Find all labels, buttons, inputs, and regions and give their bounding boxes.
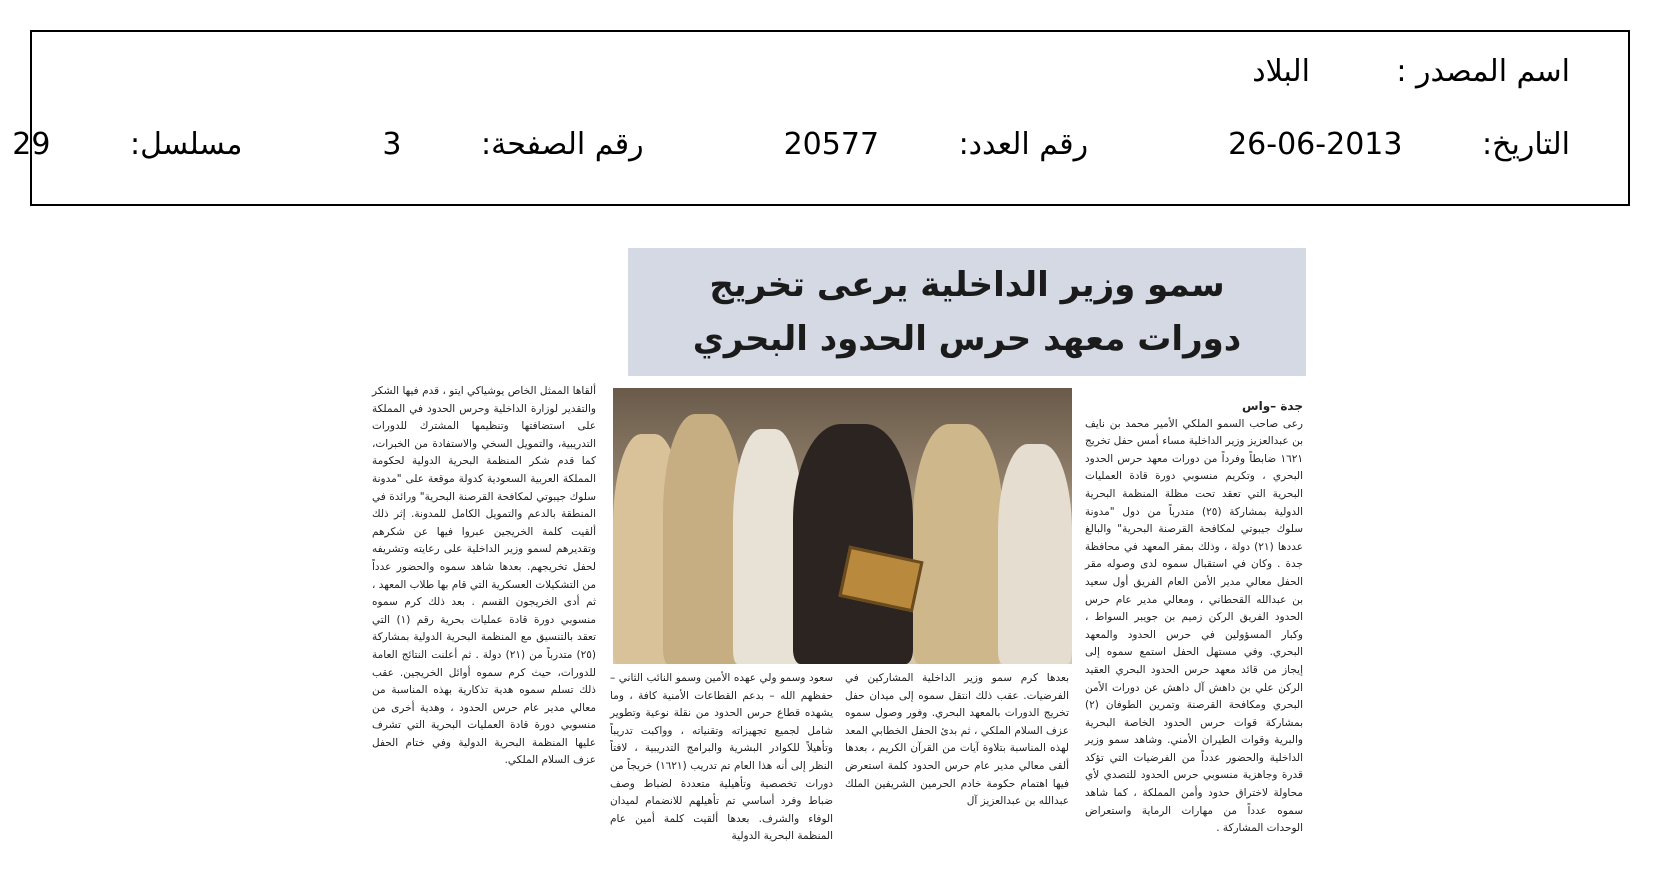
headline-line-1: سمو وزير الداخلية يرعى تخريج: [709, 265, 1225, 305]
serial-value: 29: [12, 127, 51, 162]
issue-label: رقم العدد:: [958, 127, 1089, 162]
article-column-2-text: بعدها كرم سمو وزير الداخلية المشاركين في الفرضيات. عقب ذلك انتقل سموه إلى ميدان حفل تخريج الدورات بالمعهد البحري. وفور وصول سموه عزف السلام الملكي ، ثم بدئ الحفل الخطابي المعد لهذه المناسبة بتلاوة آيات من القرآن الكريم ، بعدها ألقى معالي مدير عام حرس الحدود كلمة استعرض فيها اهتمام حكومة خادم الحرمين الشريفين الملك عبدالله بن عبدالعزيز آل: [845, 672, 1069, 808]
page-value: 3: [382, 127, 402, 162]
photo-figure: [913, 424, 1003, 664]
serial-label: مسلسل:: [130, 127, 243, 162]
date-field: [1158, 127, 1570, 162]
source-info-box: [12, 30, 1630, 206]
page-field: [312, 127, 643, 162]
photo-figure: [663, 414, 743, 664]
issue-field: [714, 127, 1088, 162]
article-dateline: جدة –واس: [1242, 399, 1303, 413]
source-name-row: [1252, 54, 1570, 89]
article-column-4-text: ألقاها الممثل الخاص يوشياكي ايتو ، قدم فيها الشكر والتقدير لوزارة الداخلية وحرس الحدود في المملكة على استضافتها وتنظيمها المشترك للدورات التدريبية، والتمويل السخي والاستفادة من الخبرات، كما قدم شكر المنظمة البحرية الدولية لحكومة المملكة العربية السعودية كدولة موقعة على "مدونة سلوك جيبوتي لمكافحة القرصنة البحرية" ورائدة في المنطقة بالدعم والتمويل الكامل للمدونة. إثر ذلك ألقيت كلمة الخريجين عبروا فيها عن شكرهم وتقديرهم لسمو وزير الداخلية على رعايته وتشريفه لحفل تخريجهم. بعدها شاهد سموه والحضور عدداً من التشكيلات العسكرية التي قام بها طلاب المعهد ، ثم أدى الخريجون القسم . بعد ذلك كرم سموه منسوبي دورة قادة عمليات بحرية رقم (١) التي تعقد بالتنسيق مع المنظمة البحرية الدولية بمشاركة (٢٥) متدرباً من (٢١) دولة . ثم أعلنت النتائج العامة للدورات، حيث كرم سموه أوائل الخريجين. عقب ذلك تسلم سموه هدية تذكارية بهذه المناسبة من معالي مدير عام حرس الحدود ، وهدية أخرى من منسوبي دورة قادة العمليات البحرية التي تشرف عليها المنظمة البحرية الدولية وفي ختام الحفل عزف السلام الملكي.: [372, 385, 596, 767]
photo-figure: [998, 444, 1072, 664]
article-headline: [628, 248, 1306, 376]
ceremony-photo: [613, 388, 1072, 664]
date-label: التاريخ:: [1482, 127, 1570, 162]
serial-field: [0, 127, 242, 162]
article-column-4: [372, 383, 596, 770]
headline-line-2: دورات معهد حرس الحدود البحري: [692, 319, 1242, 359]
article-column-1-text: رعى صاحب السمو الملكي الأمير محمد بن نايف بن عبدالعزيز وزير الداخلية مساء أمس حفل تخريج ١٦٢١ ضابطاً وفرداً من دورات معهد حرس الحدود البحري ، وتكريم منسوبي دورة قادة العمليات البحرية التي تعقد تحت مظلة المنظمة البحرية الدولية بمشاركة (٢٥) متدرباً من دول "مدونة سلوك جيبوتي لمكافحة القرصنة البحرية" والبالغ عددها (٢١) دولة ، وذلك بمقر المعهد في محافظة جدة . وكان في استقبال سموه لدى وصوله مقر الحفل معالي مدير الأمن العام الفريق أول سعيد بن عبدالله القحطاني ، ومعالي مدير عام حرس الحدود الفريق الركن زميم بن جويبر السواط ، وكبار المسؤولين في حرس الحدود والمعهد البحري. وفي مستهل الحفل استمع سموه إلى إيجاز من قائد معهد حرس الحدود البحري العقيد الركن علي بن داهش آل داهش عن دورات الأمن البحري ومكافحة القرصنة وتمرين الطوفان (٢) بمشاركة قوات حرس الحدود الخاصة البحرية والبرية وقوات الطيران الأمني. وشاهد سمو وزير الداخلية والحضور عدداً من الفرضيات التي تؤكد قدرة وجاهزية منسوبي حرس الحدود للتصدي لأي محاولة لاختراق حدود وأمن المملكة ، كما شاهد سموه عدداً من مهارات الرماية واستعراض الوحدات المشاركة .: [1085, 417, 1304, 835]
photo-figure: [793, 424, 913, 664]
article-column-1: [1085, 398, 1303, 838]
article-column-3: [610, 670, 833, 846]
article-column-3-text: سعود وسمو ولي عهده الأمين وسمو النائب الثاني – حفظهم الله – بدعم القطاعات الأمنية كافة ، وما يشهده قطاع حرس الحدود من نقلة نوعية وتطوير شامل لجميع تجهيزاته وتقنياته ، وواكبت تدريباً وتأهيلاً للكوادر البشرية والبرامج التدريبية ، لافتاً النظر إلى أنه هذا العام تم تدريب (١٦٢١) خريجاً من دورات تخصصية وتأهيلية متعددة لضباط وصف ضباط وفرد أساسي تم تأهيلهم للانضمام لميدان الوفاء والشرف. بعدها ألقيت كلمة أمين عام المنظمة البحرية الدولية: [610, 672, 834, 843]
issue-value: 20577: [783, 127, 880, 162]
page-label: رقم الصفحة:: [481, 127, 644, 162]
source-name-label: اسم المصدر :: [1396, 54, 1570, 89]
source-meta-row: [0, 127, 1570, 162]
source-name-value: البلاد: [1252, 54, 1310, 89]
article-column-2: [845, 670, 1069, 811]
date-value: 2013-06-26: [1228, 127, 1403, 162]
